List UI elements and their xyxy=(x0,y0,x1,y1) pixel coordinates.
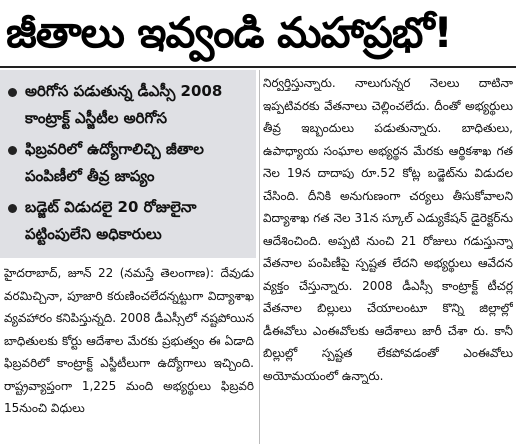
bullet-icon xyxy=(8,146,17,155)
summary-point xyxy=(8,78,250,132)
summary-point xyxy=(8,136,250,190)
bullet-icon xyxy=(8,88,17,97)
summary-point-text: ఫిబ్రవరిలో ఉద్యోగాలిచ్చి జీతాల పంపిణీలో తీవ్ర జాప్యం xyxy=(25,140,204,185)
left-column xyxy=(0,70,256,444)
summary-point-text: బడ్జెట్ విడుదలై 20 రోజులైనా పట్టింపులేని అధికారులు xyxy=(25,198,197,243)
summary-point-text: అరిగోస పడుతున్న డీఎస్సీ 2008 కాంట్రాక్ట్ ఎస్జీటీల అరిగోస xyxy=(25,82,223,127)
summary-point xyxy=(8,194,250,248)
article-body-left: హైదరాబాద్, జూన్ 22 (నమస్తే తెలంగాణ): దేవుడు వరమిచ్చినా, పూజారి కరుణించలేదన్నట్టుగా విద్యాశాఖ వ్యవహారం కనిపిస్తున్నది. 2008 డీఎస్సీలో నష్టపోయిన బాధితులకు కోర్టు ఆదేశాల మేరకు ప్రభుత్వం ఈ ఏడాది ఫిబ్రవరిలో కాంట్రాక్ట్ ఎస్జీటీలుగా ఉద్యోగాలు ఇచ్చింది. రాష్ట్రవ్యాప్తంగా 1,225 మంది అభ్యర్థులు ఫిబ్రవరి 15నుంచి విధులు xyxy=(4,266,254,415)
column-divider xyxy=(259,70,260,444)
article-body-right: నిర్వర్తిస్తున్నారు. నాలుగున్నర నెలలు దాటినా ఇప్పటివరకు వేతనాలు చెల్లించలేదు. దీంతో అభ్యర్థులు తీవ్ర ఇబ్బందులు పడుతున్నారు. బాధితులు, ఉపాధ్యాయ సంఘాల అభ్యర్థన మేరకు ఆర్థికశాఖ గత నెల 19న దాదాపు రూ.52 కోట్ల బడ్జెట్‌ను విడుదల చేసింది. దీనికి అనుగుణంగా చర్యలు తీసుకోవాలని విద్యాశాఖ గత నెల 31న స్కూల్ ఎడ్యుకేషన్ డైరెక్టర్‌ను ఆదేశించింది. అప్పటి నుంచి 21 రోజులు గడుస్తున్నా వేతనాల పంపిణీపై స్పష్టత లేదని అభ్యర్థులు ఆవేదన వ్యక్తం చేస్తున్నారు. 2008 డీఎస్సీ కాంట్రాక్ట్ టీచర్ల వేతనాల బిల్లులు చేయాలంటూ కొన్ని జిల్లాల్లో డీఈవోలు ఎంఈవోలకు ఆదేశాలు జారీ చేశా రు. కానీ బిల్లుల్లో స్పష్టత లేకపోవడంతో ఎంఈవోలు అయోమయంలో ఉన్నారు. xyxy=(263,76,513,383)
headline: జీతాలు ఇవ్వండి మహాప్రభో! xyxy=(6,8,452,57)
headline-rule xyxy=(0,66,516,68)
summary-box xyxy=(0,70,256,258)
bullet-icon xyxy=(8,204,17,213)
